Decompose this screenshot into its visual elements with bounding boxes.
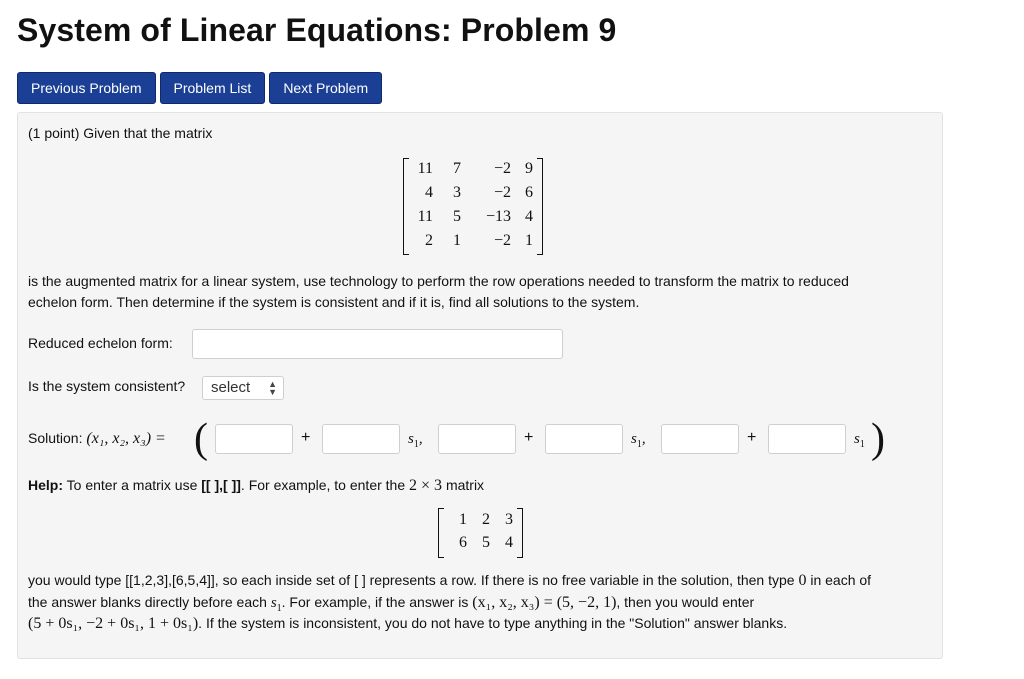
- matrix-cell: 11: [417, 208, 433, 225]
- reduced-echelon-input[interactable]: [192, 329, 563, 359]
- solution-x3-s1-coefficient-input[interactable]: [768, 424, 846, 454]
- help-line-3: the answer blanks directly before each $s_1$. For example, if the answer is (x₁, x₂, x₃) = (5, −2, 1), then you would enter: [28, 594, 755, 614]
- matrix-cell: 1: [459, 511, 467, 528]
- example-entry: (5 + 0s₁, −2 + 0s₁, 1 + 0s₁): [28, 615, 199, 632]
- matrix-cell: 4: [505, 534, 513, 551]
- s1-variable: $s_1$,: [631, 431, 646, 450]
- select-arrows-icon: ▲ ▼: [268, 379, 277, 397]
- solution-x2-s1-coefficient-input[interactable]: [545, 424, 623, 454]
- matrix-cell: −2: [493, 184, 511, 201]
- solution-x3-constant-input[interactable]: [661, 424, 739, 454]
- plus-sign: +: [301, 429, 311, 446]
- consistent-label: Is the system consistent?: [28, 378, 186, 394]
- help-line-2: you would type [[1,2,3],[6,5,4]], so each inside set of [ ] represents a row. If there is no free variable in the solution, then type 0 in each of: [28, 572, 872, 589]
- matrix-cell: 1: [453, 232, 461, 249]
- next-problem-button[interactable]: Next Problem: [269, 72, 382, 104]
- consistent-select[interactable]: [202, 376, 284, 400]
- plus-sign: +: [747, 429, 757, 446]
- matrix-cell: 3: [453, 184, 461, 201]
- matrix-cell: 3: [505, 511, 513, 528]
- previous-problem-button[interactable]: Previous Problem: [17, 72, 156, 104]
- matrix-right-bracket: [537, 158, 543, 255]
- s1-variable: $s_1$: [854, 431, 865, 450]
- example-matrix: [438, 508, 523, 558]
- open-paren: (: [194, 416, 208, 462]
- problem-nav: [17, 72, 382, 104]
- problem-panel: [17, 112, 943, 659]
- matrix-cell: 7: [453, 160, 461, 177]
- augmented-matrix: [403, 158, 543, 255]
- matrix-left-bracket: [403, 158, 409, 255]
- zero-value: 0: [798, 572, 807, 589]
- close-paren: ): [871, 416, 885, 462]
- matrix-cell: 6: [525, 184, 533, 201]
- matrix-cell: 1: [525, 232, 533, 249]
- problem-intro: (1 point) Given that the matrix: [28, 125, 213, 141]
- matrix-dims: 2 × 3: [409, 477, 443, 494]
- bracket-example: [[ ],[ ]]: [201, 477, 241, 493]
- solution-x1-constant-input[interactable]: [215, 424, 293, 454]
- matrix-cell: 2: [482, 511, 490, 528]
- solution-label: Solution: (x₁, x₂, x₃) =: [28, 430, 166, 447]
- help-line-1: Help: To enter a matrix use [[ ],[ ]]. For example, to enter the 2 × 3 matrix: [28, 477, 485, 494]
- problem-description-line-1: is the augmented matrix for a linear system, use technology to perform the row operations needed to transform the matrix to reduced: [28, 273, 849, 289]
- page-title: System of Linear Equations: Problem 9: [17, 12, 617, 48]
- matrix-cell: 11: [417, 160, 433, 177]
- solution-x1-s1-coefficient-input[interactable]: [322, 424, 400, 454]
- matrix-cell: 5: [482, 534, 490, 551]
- consistent-select-value: select: [211, 379, 251, 396]
- matrix-right-bracket: [517, 508, 523, 558]
- matrix-cell: 5: [453, 208, 461, 225]
- matrix-cell: 4: [525, 208, 533, 225]
- s1-variable: $s_1$,: [408, 431, 423, 450]
- matrix-cell: 4: [425, 184, 433, 201]
- matrix-cell: −2: [493, 232, 511, 249]
- problem-description-line-2: echelon form. Then determine if the system is consistent and if it is, find all solutions to the system.: [28, 294, 640, 310]
- matrix-cell: 2: [425, 232, 433, 249]
- matrix-cell: 6: [459, 534, 467, 551]
- example-answer: (x₁, x₂, x₃) = (5, −2, 1): [472, 594, 617, 611]
- plus-sign: +: [524, 429, 534, 446]
- matrix-cell: 9: [525, 160, 533, 177]
- matrix-cell: −13: [485, 208, 511, 225]
- problem-list-button[interactable]: Problem List: [160, 72, 266, 104]
- help-line-4: (5 + 0s₁, −2 + 0s₁, 1 + 0s₁). If the system is inconsistent, you do not have to type anything in the "Solution" answer blanks.: [28, 615, 788, 632]
- solution-x2-constant-input[interactable]: [438, 424, 516, 454]
- matrix-left-bracket: [438, 508, 444, 558]
- solution-lhs: (x₁, x₂, x₃) =: [86, 430, 166, 447]
- reduced-echelon-label: Reduced echelon form:: [28, 335, 173, 351]
- help-label: Help:: [28, 477, 63, 493]
- matrix-cell: −2: [493, 160, 511, 177]
